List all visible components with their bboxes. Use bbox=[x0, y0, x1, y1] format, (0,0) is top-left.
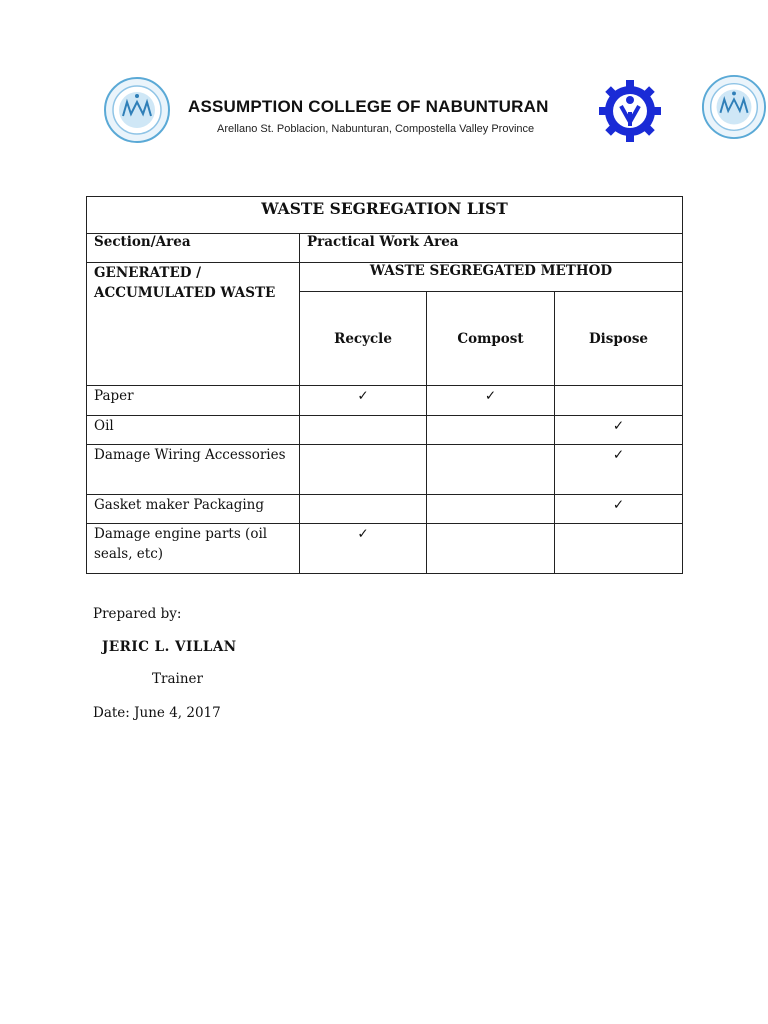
waste-item: Oil bbox=[87, 416, 300, 445]
table-row bbox=[87, 386, 683, 416]
column-header-compost: Compost bbox=[427, 292, 555, 386]
recycle-check-icon: ✓ bbox=[300, 524, 427, 574]
section-label: Section/Area bbox=[87, 234, 300, 263]
dispose-check-icon bbox=[555, 524, 683, 574]
generated-waste-header bbox=[87, 263, 300, 386]
section-value: Practical Work Area bbox=[300, 234, 683, 263]
table-title-row bbox=[87, 197, 683, 234]
generated-label-line1: GENERATED / bbox=[94, 265, 202, 281]
dispose-check-icon: ✓ bbox=[555, 416, 683, 445]
header-row-1 bbox=[87, 263, 683, 292]
table-row bbox=[87, 445, 683, 495]
dispose-check-icon: ✓ bbox=[555, 445, 683, 495]
waste-segregation-table bbox=[86, 196, 683, 574]
recycle-check-icon: ✓ bbox=[300, 386, 427, 416]
trainer-role: Trainer bbox=[152, 671, 203, 687]
column-header-dispose: Dispose bbox=[555, 292, 683, 386]
table-row bbox=[87, 524, 683, 574]
recycle-check-icon bbox=[300, 445, 427, 495]
generated-label-line2: ACCUMULATED WASTE bbox=[94, 285, 276, 301]
section-area-row bbox=[87, 234, 683, 263]
prepared-by-label: Prepared by: bbox=[93, 606, 182, 622]
recycle-check-icon bbox=[300, 416, 427, 445]
recycle-check-icon bbox=[300, 495, 427, 524]
waste-item: Paper bbox=[87, 386, 300, 416]
table-row bbox=[87, 495, 683, 524]
table-title-text: WASTE SEGREGATION LIST bbox=[261, 199, 508, 218]
college-address: Arellano St. Poblacion, Nabunturan, Compostella Valley Province bbox=[217, 123, 535, 135]
table-title bbox=[87, 197, 683, 234]
compost-check-icon bbox=[427, 416, 555, 445]
dispose-check-icon bbox=[555, 386, 683, 416]
trainer-name: JERIC L. VILLAN bbox=[102, 639, 237, 655]
college-name: ASSUMPTION COLLEGE OF NABUNTURAN bbox=[188, 97, 549, 116]
waste-item: Damage engine parts (oil seals, etc) bbox=[87, 524, 300, 574]
waste-item: Damage Wiring Accessories bbox=[87, 445, 300, 495]
compost-check-icon bbox=[427, 524, 555, 574]
column-header-recycle: Recycle bbox=[300, 292, 427, 386]
compost-check-icon bbox=[427, 495, 555, 524]
dispose-check-icon: ✓ bbox=[555, 495, 683, 524]
compost-check-icon bbox=[427, 445, 555, 495]
method-header: WASTE SEGREGATED METHOD bbox=[300, 263, 683, 292]
table-row bbox=[87, 416, 683, 445]
waste-item: Gasket maker Packaging bbox=[87, 495, 300, 524]
compost-check-icon: ✓ bbox=[427, 386, 555, 416]
date-line: Date: June 4, 2017 bbox=[93, 705, 221, 721]
